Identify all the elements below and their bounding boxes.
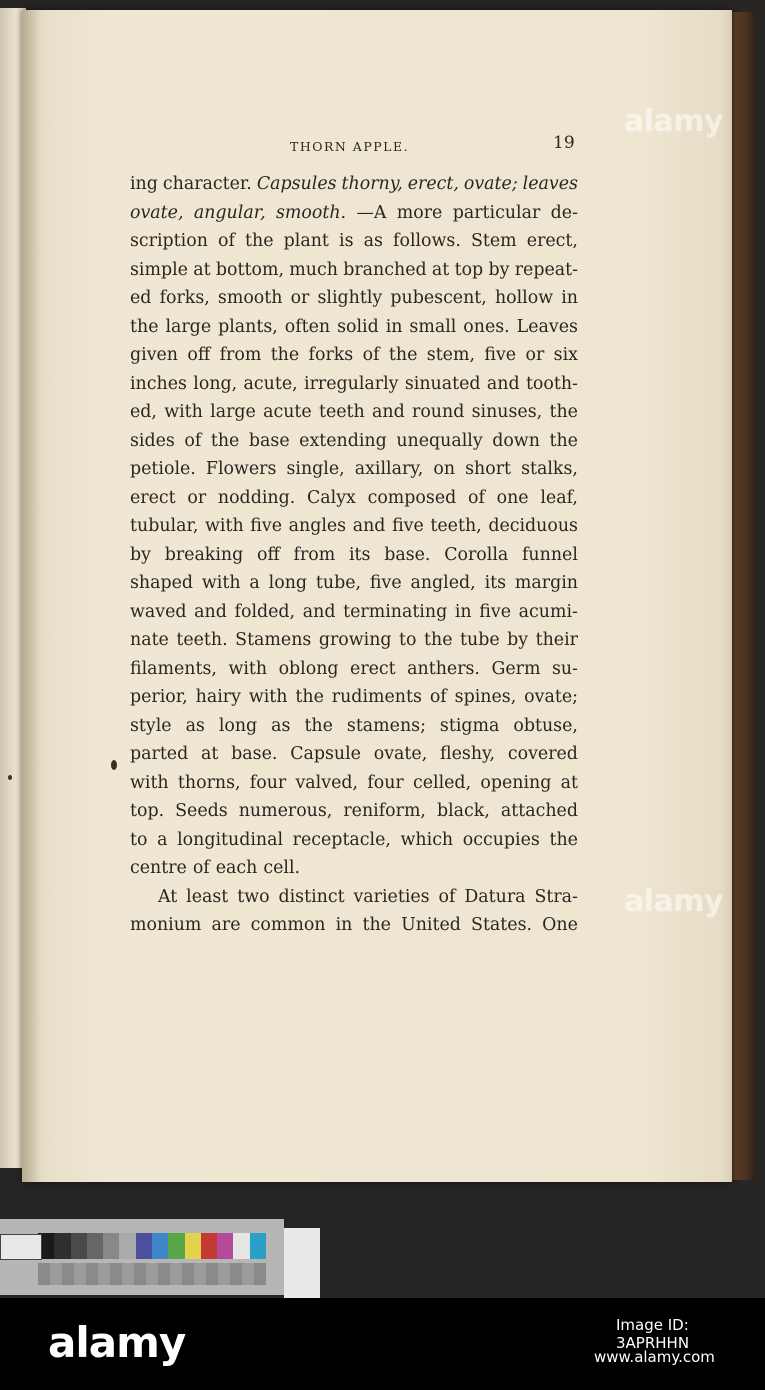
word: of	[218, 231, 235, 251]
word: to	[399, 630, 417, 650]
word: sinuated	[404, 373, 481, 394]
word: at	[560, 772, 578, 793]
word: extending	[299, 430, 387, 451]
word: teeth	[318, 402, 365, 422]
text-line	[130, 341, 578, 370]
word: stalks,	[521, 459, 578, 479]
watermark-logo: alamy	[624, 104, 724, 139]
word: the	[130, 316, 159, 337]
word: erect	[130, 487, 176, 508]
word: tube,	[315, 573, 362, 593]
word: —A	[356, 202, 387, 223]
word: forks	[308, 345, 354, 365]
word: large	[165, 316, 212, 337]
word: Stamens	[235, 630, 312, 650]
word: or	[290, 288, 310, 308]
word: follows.	[393, 231, 461, 251]
word: the	[270, 345, 300, 365]
word: in	[454, 601, 472, 622]
word: su-	[551, 658, 578, 679]
word: is	[339, 231, 354, 251]
word: ing	[130, 174, 158, 194]
word: of	[438, 886, 456, 907]
page-blemish	[8, 775, 12, 780]
word: with	[228, 658, 268, 679]
color-swatch	[103, 1233, 119, 1259]
word: by	[488, 259, 510, 280]
word: nate	[130, 630, 169, 650]
word: of	[192, 858, 210, 878]
word: deciduous	[488, 516, 578, 536]
word: small	[409, 316, 457, 337]
word: tubular,	[130, 516, 199, 536]
word: nodding.	[217, 487, 296, 508]
word: Datura	[464, 886, 526, 907]
word: shaped	[130, 573, 194, 593]
word: leaves	[522, 174, 578, 194]
word: teeth.	[176, 630, 228, 650]
word: spines,	[454, 687, 517, 707]
text-line	[130, 883, 578, 912]
word: stigma	[439, 715, 500, 736]
word: Stra-	[534, 886, 578, 907]
word: petiole.	[130, 459, 196, 479]
word: varieties	[353, 886, 430, 907]
text-line	[130, 598, 578, 627]
text-line	[130, 911, 578, 940]
word: ovate,	[373, 744, 428, 764]
footer-logo: alamy	[48, 1318, 186, 1367]
text-line	[130, 569, 578, 598]
word: ovate;	[463, 174, 518, 194]
word: base.	[231, 744, 278, 764]
word: to	[130, 829, 148, 850]
word: longitudinal	[177, 829, 284, 850]
word: large	[210, 402, 256, 422]
word: acute	[263, 402, 312, 422]
target-card	[284, 1228, 320, 1298]
word: filaments,	[130, 658, 217, 679]
word: reniform,	[343, 801, 426, 821]
word: ovate;	[524, 687, 578, 707]
color-swatch	[233, 1233, 249, 1259]
color-swatch	[136, 1233, 152, 1259]
word: smooth	[217, 288, 283, 308]
body-text	[130, 170, 578, 940]
text-line	[130, 512, 578, 541]
word: the	[362, 915, 391, 935]
word: sides	[130, 430, 175, 451]
word: irregularly	[304, 373, 399, 394]
word: plants,	[218, 316, 278, 337]
word: parted	[130, 744, 189, 764]
word: valved,	[295, 772, 359, 793]
word: by	[507, 630, 529, 650]
word: and	[486, 373, 520, 394]
word: the	[245, 231, 274, 251]
color-swatch	[119, 1233, 135, 1259]
word: six	[553, 345, 578, 365]
word: opening	[480, 772, 552, 793]
watermark-logo: alamy	[624, 884, 724, 919]
image-id: Image ID: 3APRHHN	[616, 1316, 690, 1352]
word: with	[130, 772, 169, 793]
word: off	[256, 544, 280, 565]
word: cell.	[263, 858, 301, 878]
word: of	[429, 687, 447, 707]
word: and	[194, 601, 227, 622]
word: plant	[283, 231, 329, 251]
text-line	[130, 626, 578, 655]
word: top.	[130, 801, 165, 821]
word: with	[205, 516, 244, 536]
word: from	[293, 544, 336, 565]
word: pubescent,	[390, 288, 487, 308]
word: stem,	[426, 345, 475, 365]
word: at	[431, 259, 450, 280]
word: Germ	[491, 658, 541, 679]
word: often	[284, 316, 331, 337]
word: numerous,	[238, 801, 333, 821]
page-number: 19	[553, 133, 575, 153]
word: margin	[514, 573, 578, 593]
word: with	[201, 573, 241, 593]
color-swatch	[87, 1233, 103, 1259]
word: stamens;	[346, 715, 426, 736]
text-line	[130, 227, 578, 256]
word: hollow	[494, 288, 554, 308]
word: terminating	[343, 601, 448, 622]
word: thorns,	[177, 772, 241, 793]
word: composed	[367, 487, 457, 508]
text-line	[130, 313, 578, 342]
word: single,	[286, 459, 345, 479]
word: celled,	[412, 772, 472, 793]
word: their	[535, 630, 578, 650]
word: attached	[500, 801, 578, 821]
text-line	[130, 826, 578, 855]
color-calibration-target	[0, 1219, 284, 1295]
word: perior,	[130, 687, 188, 707]
word: of	[467, 487, 485, 508]
word: hairy	[195, 687, 241, 707]
word: in	[335, 915, 353, 935]
word: Corolla	[444, 544, 509, 565]
word: tube	[460, 630, 500, 650]
text-line	[130, 398, 578, 427]
word: Flowers	[205, 459, 277, 479]
word: axillary,	[354, 459, 424, 479]
word: the	[295, 687, 324, 707]
text-line	[130, 484, 578, 513]
word: ovate,	[130, 202, 184, 223]
word: long,	[193, 373, 238, 394]
word: particular	[452, 202, 541, 223]
word: four	[249, 772, 287, 793]
word: at	[201, 744, 219, 764]
word: at	[193, 259, 211, 280]
word: ed	[130, 288, 152, 308]
word: two	[237, 886, 270, 907]
word: anthers.	[407, 658, 480, 679]
word: growing	[318, 630, 392, 650]
word: rudiments	[331, 687, 422, 707]
word: or	[187, 487, 207, 508]
word: smooth.	[276, 202, 347, 223]
word: style	[130, 715, 172, 736]
color-swatch	[250, 1233, 266, 1259]
word: five	[479, 601, 512, 622]
word: much	[289, 259, 338, 280]
word: forks,	[159, 288, 210, 308]
text-line	[130, 712, 578, 741]
word: base.	[384, 544, 431, 565]
word: and	[302, 601, 336, 622]
word: as	[271, 715, 291, 736]
word: funnel	[522, 544, 578, 565]
page-gutter-shadow	[22, 10, 40, 1182]
word: five	[392, 516, 424, 536]
word: the	[388, 345, 418, 365]
word: each	[215, 858, 258, 878]
word: ones.	[463, 316, 510, 337]
word: its	[484, 573, 507, 593]
color-swatches	[38, 1233, 266, 1259]
word: from	[219, 345, 262, 365]
word: simple	[130, 259, 188, 280]
word: At	[158, 886, 178, 907]
running-head: THORN APPLE.	[290, 139, 410, 154]
word: States.	[471, 915, 533, 935]
page-blemish	[111, 760, 117, 770]
word: ed,	[130, 402, 157, 422]
word: United	[401, 915, 461, 935]
word: occupies	[462, 829, 540, 850]
text-line	[130, 170, 578, 199]
word: erect,	[407, 174, 459, 194]
word: the	[424, 630, 453, 650]
text-line	[130, 427, 578, 456]
color-swatch	[54, 1233, 70, 1259]
word: long	[268, 573, 308, 593]
scale-ruler	[0, 1234, 42, 1260]
word: repeat-	[514, 259, 578, 280]
word: tooth-	[525, 373, 578, 394]
word: Capsules	[256, 174, 337, 194]
word: the	[549, 829, 578, 850]
word: as	[363, 231, 383, 251]
text-line	[130, 199, 578, 228]
word: down	[492, 430, 540, 451]
word: common	[250, 915, 326, 935]
word: short	[465, 459, 512, 479]
text-line	[130, 455, 578, 484]
word: monium	[130, 915, 202, 935]
word: bottom,	[215, 259, 284, 280]
text-line	[130, 370, 578, 399]
color-swatch	[185, 1233, 201, 1259]
word: its	[349, 544, 371, 565]
word: Seeds	[175, 801, 228, 821]
word: acute,	[243, 373, 298, 394]
word: a	[249, 573, 260, 593]
word: acumi-	[518, 601, 578, 622]
word: slightly	[317, 288, 383, 308]
color-swatch	[168, 1233, 184, 1259]
word: in	[561, 288, 578, 308]
word: given	[130, 345, 179, 365]
word: de-	[550, 202, 578, 223]
word: solid	[337, 316, 379, 337]
word: least	[186, 886, 229, 907]
word: erect	[350, 658, 396, 679]
word: which	[400, 829, 454, 850]
word: receptacle,	[292, 829, 391, 850]
word: angles	[288, 516, 347, 536]
word: the	[210, 430, 240, 451]
word: on	[433, 459, 456, 479]
text-line	[130, 256, 578, 285]
word: a	[157, 829, 168, 850]
word: sinuses,	[471, 402, 543, 422]
color-swatch	[201, 1233, 217, 1259]
word: with	[248, 687, 288, 707]
gray-scale-rows	[38, 1263, 266, 1285]
color-swatch	[152, 1233, 168, 1259]
text-line	[130, 284, 578, 313]
word: five	[484, 345, 517, 365]
word: waved	[130, 601, 187, 622]
word: and	[352, 516, 386, 536]
word: four	[367, 772, 404, 793]
word: are	[211, 915, 241, 935]
word: angled,	[410, 573, 476, 593]
word: Stem	[470, 231, 517, 251]
word: thorny,	[341, 174, 403, 194]
text-line	[130, 655, 578, 684]
word: angular,	[193, 202, 266, 223]
word: base	[248, 430, 290, 451]
word: folded,	[234, 601, 296, 622]
word: unequally	[396, 430, 483, 451]
word: black,	[436, 801, 490, 821]
word: centre	[130, 858, 187, 878]
word: as	[185, 715, 205, 736]
word: Capsule	[290, 744, 361, 764]
word: with	[164, 402, 203, 422]
word: fleshy,	[440, 744, 496, 764]
text-line	[130, 769, 578, 798]
word: erect,	[526, 231, 578, 251]
word: long	[218, 715, 258, 736]
text-line	[130, 854, 578, 883]
word: the	[549, 402, 578, 422]
word: scription	[130, 231, 208, 251]
color-swatch	[71, 1233, 87, 1259]
word: the	[549, 430, 578, 451]
word: more	[396, 202, 443, 223]
word: Calyx	[306, 487, 356, 508]
word: inches	[130, 373, 187, 394]
word: of	[184, 430, 202, 451]
word: One	[542, 915, 578, 935]
word: in	[385, 316, 403, 337]
text-line	[130, 740, 578, 769]
word: one	[496, 487, 529, 508]
word: distinct	[278, 886, 345, 907]
word: or	[525, 345, 545, 365]
word: the	[304, 715, 333, 736]
word: five	[369, 573, 402, 593]
text-line	[130, 797, 578, 826]
text-line	[130, 541, 578, 570]
word: off	[187, 345, 211, 365]
word: Leaves	[516, 316, 578, 337]
word: obtuse,	[513, 715, 578, 736]
word: branched	[343, 259, 427, 280]
word: top	[454, 259, 484, 280]
word: leaf,	[540, 487, 578, 508]
word: teeth,	[430, 516, 482, 536]
word: covered	[507, 744, 578, 764]
word: by	[130, 544, 151, 565]
text-line	[130, 683, 578, 712]
word: and	[372, 402, 405, 422]
word: five	[250, 516, 282, 536]
word: oblong	[278, 658, 339, 679]
word: of	[362, 345, 380, 365]
color-swatch	[217, 1233, 233, 1259]
word: breaking	[164, 544, 244, 565]
site-url: www.alamy.com	[594, 1348, 715, 1366]
word: character.	[162, 174, 252, 194]
word: round	[412, 402, 465, 422]
